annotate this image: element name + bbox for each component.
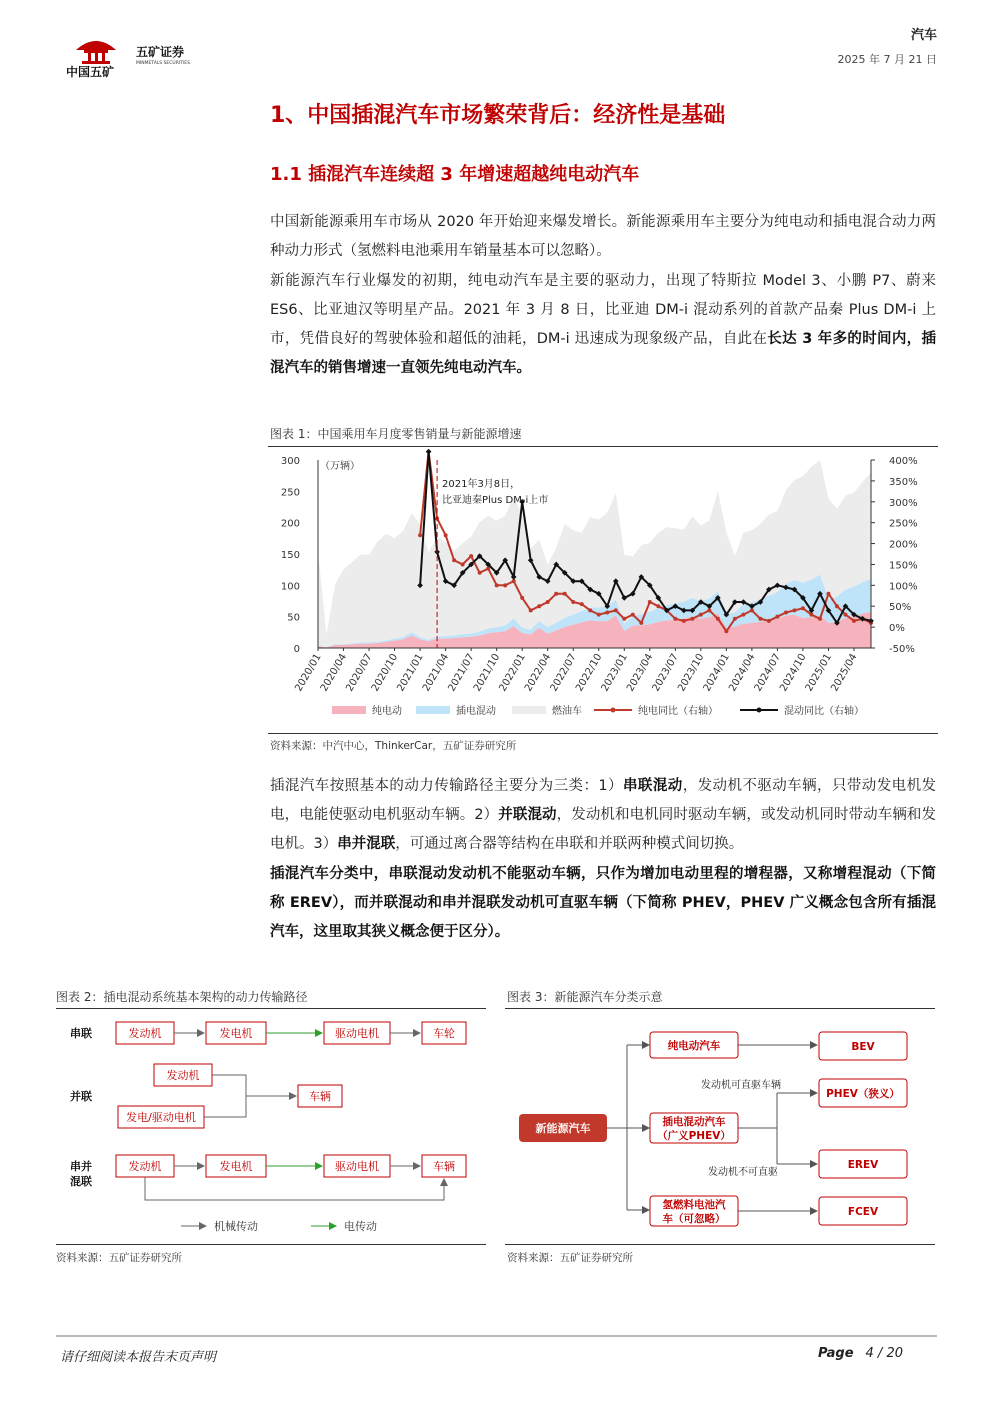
- point-bev-yoy: [699, 613, 703, 617]
- brand-en: MINMETALS SECURITIES: [136, 61, 190, 66]
- right-tick-label: 400%: [889, 456, 918, 467]
- report-date: 2025 年 7 月 21 日: [837, 53, 937, 66]
- footer-disclaimer: 请仔细阅读本报告末页声明: [60, 1350, 217, 1365]
- point-bev-yoy: [741, 613, 745, 617]
- brand-securities: 五矿证券: [136, 45, 185, 59]
- parallel-vehicle-label: 车辆: [309, 1090, 331, 1103]
- note-direct: 发动机可直驱车辆: [701, 1080, 781, 1091]
- point-bev-yoy: [639, 621, 643, 625]
- point-bev-yoy: [614, 608, 618, 612]
- right-tick-label: 250%: [889, 518, 918, 530]
- p3-c: ，发动机不驱动车辆，只带动发电机发电，电能使驱动电机驱动车辆。2）: [270, 778, 937, 823]
- point-bev-yoy: [852, 619, 856, 623]
- fcev-src-label-2: 车（可忽略）: [662, 1213, 726, 1225]
- company-logo: [64, 30, 204, 78]
- point-bev-yoy: [478, 571, 482, 575]
- point-bev-yoy: [835, 604, 839, 608]
- legend-swatch: [332, 706, 366, 714]
- figure3-bottom-rule: [505, 1244, 935, 1245]
- page-number: 4 / 20: [865, 1346, 903, 1361]
- x-tick-label: 2024/04: [727, 652, 758, 694]
- sp-motor-label: 驱动电机: [335, 1160, 379, 1173]
- legend-label: 插电混动: [456, 706, 496, 717]
- x-tick-label: 2024/01: [701, 652, 732, 694]
- point-bev-yoy: [801, 606, 805, 610]
- series-engine-label: 发动机: [128, 1027, 162, 1040]
- header-meta: [838, 24, 937, 67]
- paragraph-2: [270, 267, 936, 383]
- legend-elec-label: 电传动: [344, 1220, 377, 1233]
- right-tick-label: 350%: [889, 476, 918, 488]
- x-tick-label: 2023/01: [599, 652, 630, 694]
- legend-swatch: [416, 706, 450, 714]
- phev-src-label-1: 插电混动汽车: [662, 1116, 726, 1128]
- sp-vehicle-label: 车辆: [433, 1160, 455, 1173]
- sp-direct-drive-arrow: [145, 1177, 444, 1200]
- phev-narrow-label: PHEV（狭义）: [826, 1088, 900, 1100]
- point-bev-yoy: [690, 617, 694, 621]
- point-bev-yoy: [724, 629, 728, 633]
- point-bev-yoy: [767, 619, 771, 623]
- bev-src-label: 纯电动汽车: [667, 1040, 721, 1052]
- left-tick-label: 200: [280, 518, 300, 530]
- figure3-source: 资料来源：五矿证券研究所: [507, 1252, 633, 1264]
- left-tick-label: 250: [280, 487, 300, 499]
- series-motor-label: 驱动电机: [335, 1027, 379, 1040]
- right-tick-label: 0%: [889, 623, 905, 635]
- brand-cn: 中国五矿: [66, 65, 115, 78]
- annotation-line2: 比亚迪秦Plus DM-i上市: [442, 495, 549, 506]
- point-bev-yoy: [826, 592, 830, 596]
- x-tick-label: 2022/10: [574, 652, 605, 694]
- paragraph-1: 中国新能源乘用车市场从 2020 年开始迎来爆发增长。新能源乘用车主要分为纯电动和插电混合动力两种动力形式（氢燃料电池乘用车销量基本可以忽略）。: [270, 214, 936, 259]
- point-bev-yoy: [733, 617, 737, 621]
- point-bev-yoy: [792, 608, 796, 612]
- parallel-genmotor-label: 发电/驱动电机: [126, 1111, 196, 1124]
- root-label: 新能源汽车: [535, 1122, 591, 1135]
- legend-label: 燃油车: [552, 706, 582, 717]
- x-tick-label: 2023/04: [625, 652, 656, 694]
- point-bev-yoy: [529, 608, 533, 612]
- point-bev-yoy: [648, 600, 652, 604]
- point-bev-yoy: [503, 583, 507, 587]
- x-tick-label: 2022/01: [497, 652, 528, 694]
- figure3-top-rule: [505, 1008, 935, 1009]
- x-tick-label: 2023/07: [650, 652, 681, 694]
- left-tick-label: 150: [280, 550, 300, 561]
- legend-mech-label: 机械传动: [214, 1220, 258, 1233]
- legend-marker: [757, 708, 762, 713]
- x-tick-label: 2025/04: [829, 652, 860, 694]
- point-bev-yoy: [571, 600, 575, 604]
- figure3-title: 图表 3：新能源汽车分类示意: [507, 990, 663, 1004]
- parallel-engine-arrow: [212, 1075, 296, 1096]
- figure2-top-rule: [56, 1008, 486, 1009]
- row-sp-label-2: 混联: [70, 1175, 92, 1188]
- p3-parallel: 并联混动: [498, 807, 557, 823]
- series-wheel-label: 车轮: [433, 1027, 455, 1040]
- sp-generator-label: 发电机: [219, 1160, 253, 1173]
- bev-label: BEV: [851, 1041, 875, 1053]
- minmetals-logo-icon: [64, 30, 204, 78]
- left-tick-label: 0: [293, 644, 300, 655]
- fcev-label: FCEV: [847, 1206, 879, 1218]
- figure2-diagram: [56, 1010, 486, 1242]
- x-tick-label: 2021/07: [446, 652, 477, 694]
- point-bev-yoy: [418, 533, 422, 537]
- row-parallel-label: 并联: [70, 1090, 92, 1103]
- point-bev-yoy: [588, 608, 592, 612]
- left-tick-label: 100: [280, 581, 300, 593]
- figure3-diagram: [505, 1010, 935, 1242]
- series-generator-label: 发电机: [219, 1027, 253, 1040]
- right-tick-label: 100%: [889, 581, 918, 593]
- unit-label: （万辆）: [320, 461, 360, 472]
- x-tick-label: 2025/01: [803, 652, 835, 694]
- x-tick-label: 2020/04: [318, 652, 350, 694]
- legend-label: 混动同比（右轴）: [784, 706, 864, 717]
- legend-marker: [611, 708, 616, 713]
- paragraph-2-text: 新能源汽车行业爆发的初期，纯电动汽车是主要的驱动力，出现了特斯拉 Model 3、小鹏 P7、蔚来 ES6、比亚迪汉等明星产品。2021 年 3 月 8 日，比亚迪 DM-i 混动系列的首款产品秦 Plus DM-i 上市，凭借良好的驾驶体验和超低的油耗，DM-i 迅速成为现象级产品，自此在: [270, 273, 936, 347]
- point-bev-yoy: [818, 617, 822, 621]
- figure1-source: 资料来源：中汽中心，ThinkerCar，五矿证券研究所: [270, 740, 517, 752]
- x-tick-label: 2020/01: [293, 652, 324, 694]
- figure1-top-rule: [268, 446, 938, 447]
- x-tick-label: 2024/07: [752, 652, 784, 694]
- phev-src-label-2: （广义PHEV）: [657, 1130, 731, 1142]
- figure1-chart: [268, 448, 938, 733]
- x-tick-label: 2023/10: [676, 652, 707, 694]
- p3-a: 插混汽车按照基本的动力传输路径主要分为三类：1）: [270, 778, 623, 794]
- point-bev-yoy: [673, 617, 677, 621]
- point-bev-yoy: [631, 613, 635, 617]
- footer-rule: [56, 1335, 937, 1337]
- point-bev-yoy: [656, 604, 660, 608]
- point-bev-yoy: [622, 617, 626, 621]
- point-bev-yoy: [605, 610, 609, 614]
- point-bev-yoy: [546, 600, 550, 604]
- left-tick-label: 300: [280, 456, 300, 467]
- x-tick-label: 2021/01: [395, 652, 426, 694]
- figure1-title: 图表 1：中国乘用车月度零售销量与新能源增速: [270, 427, 522, 441]
- point-bev-yoy: [520, 596, 524, 600]
- x-tick-label: 2020/07: [344, 652, 375, 694]
- note-indirect: 发动机不可直驱: [708, 1167, 778, 1178]
- point-bev-yoy: [469, 554, 473, 558]
- p3-series-parallel: 串并混联: [337, 836, 396, 852]
- paragraph-3: [270, 772, 936, 859]
- p3-e: ，发动机和电机同时驱动车辆，或发动机同时带动车辆和发电机。3）: [270, 807, 937, 852]
- left-tick-label: 50: [287, 612, 300, 624]
- point-bev-yoy: [843, 613, 847, 617]
- annotation-line1: 2021年3月8日，: [442, 479, 521, 490]
- point-bev-yoy: [784, 610, 788, 614]
- row-series-label: 串联: [70, 1027, 92, 1040]
- right-tick-label: 200%: [889, 539, 918, 551]
- point-bev-yoy: [452, 558, 456, 562]
- p3-series: 串联混动: [622, 778, 683, 794]
- point-bev-yoy: [682, 619, 686, 623]
- x-tick-label: 2022/04: [523, 652, 554, 694]
- right-tick-label: 300%: [889, 497, 918, 509]
- figure2-title: 图表 2：插电混动系统基本架构的动力传输路径: [56, 990, 308, 1004]
- point-bev-yoy: [716, 617, 720, 621]
- paragraph-4: 插混汽车分类中，串联混动发动机不能驱动车辆，只作为增加电动里程的增程器，又称增程混动（下简称 EREV），而并联混动和串并混联发动机可直驱车辆（下简称 PHEV，PHEV 广义概念包含所有插混汽车，这里取其狭义概念便于区分）。: [270, 866, 936, 940]
- figure2-bottom-rule: [56, 1244, 486, 1245]
- point-bev-yoy: [597, 613, 601, 617]
- point-bev-yoy: [758, 617, 762, 621]
- point-phev-yoy: [426, 449, 432, 455]
- page-label: Page: [817, 1346, 854, 1361]
- parallel-engine-label: 发动机: [166, 1069, 200, 1082]
- point-bev-yoy: [537, 604, 541, 608]
- right-tick-label: 150%: [889, 560, 918, 572]
- right-tick-label: 50%: [889, 602, 912, 614]
- parallel-motor-arrow: [204, 1096, 246, 1117]
- p3-g: ，可通过离合器等结构在串联和并联两种模式间切换。: [395, 836, 744, 852]
- legend-label: 纯电同比（右轴）: [638, 706, 718, 717]
- erev-label: EREV: [847, 1159, 879, 1171]
- figure2-source: 资料来源：五矿证券研究所: [56, 1252, 182, 1264]
- row-sp-label-1: 串并: [70, 1160, 92, 1173]
- fcev-src-label-1: 氢燃料电池汽: [662, 1199, 726, 1211]
- x-tick-label: 2020/10: [369, 652, 401, 694]
- footer-page: [818, 1346, 903, 1361]
- paragraph-2-bold: 长达 3 年多的时间内，插混汽车的销售增速一直领先纯电动汽车。: [270, 331, 937, 376]
- subsection-heading: 1.1 插混汽车连续超 3 年增速超越纯电动汽车: [270, 164, 640, 185]
- legend-label: 纯电动: [372, 706, 402, 717]
- right-tick-label: -50%: [889, 644, 915, 655]
- point-bev-yoy: [444, 533, 448, 537]
- point-bev-yoy: [554, 592, 558, 596]
- x-tick-label: 2024/10: [778, 652, 809, 694]
- x-tick-label: 2021/04: [420, 652, 452, 694]
- point-bev-yoy: [495, 583, 499, 587]
- figure1-bottom-rule: [268, 733, 938, 734]
- x-tick-label: 2021/10: [471, 652, 503, 694]
- point-bev-yoy: [775, 615, 779, 619]
- x-tick-label: 2022/07: [548, 652, 579, 694]
- point-bev-yoy: [580, 602, 584, 606]
- point-bev-yoy: [563, 592, 567, 596]
- sp-engine-label: 发动机: [128, 1160, 162, 1173]
- legend-swatch: [512, 706, 546, 714]
- point-bev-yoy: [461, 562, 465, 566]
- section-heading: 1、中国插混汽车市场繁荣背后：经济性是基础: [270, 103, 726, 128]
- industry-label: 汽车: [910, 28, 937, 43]
